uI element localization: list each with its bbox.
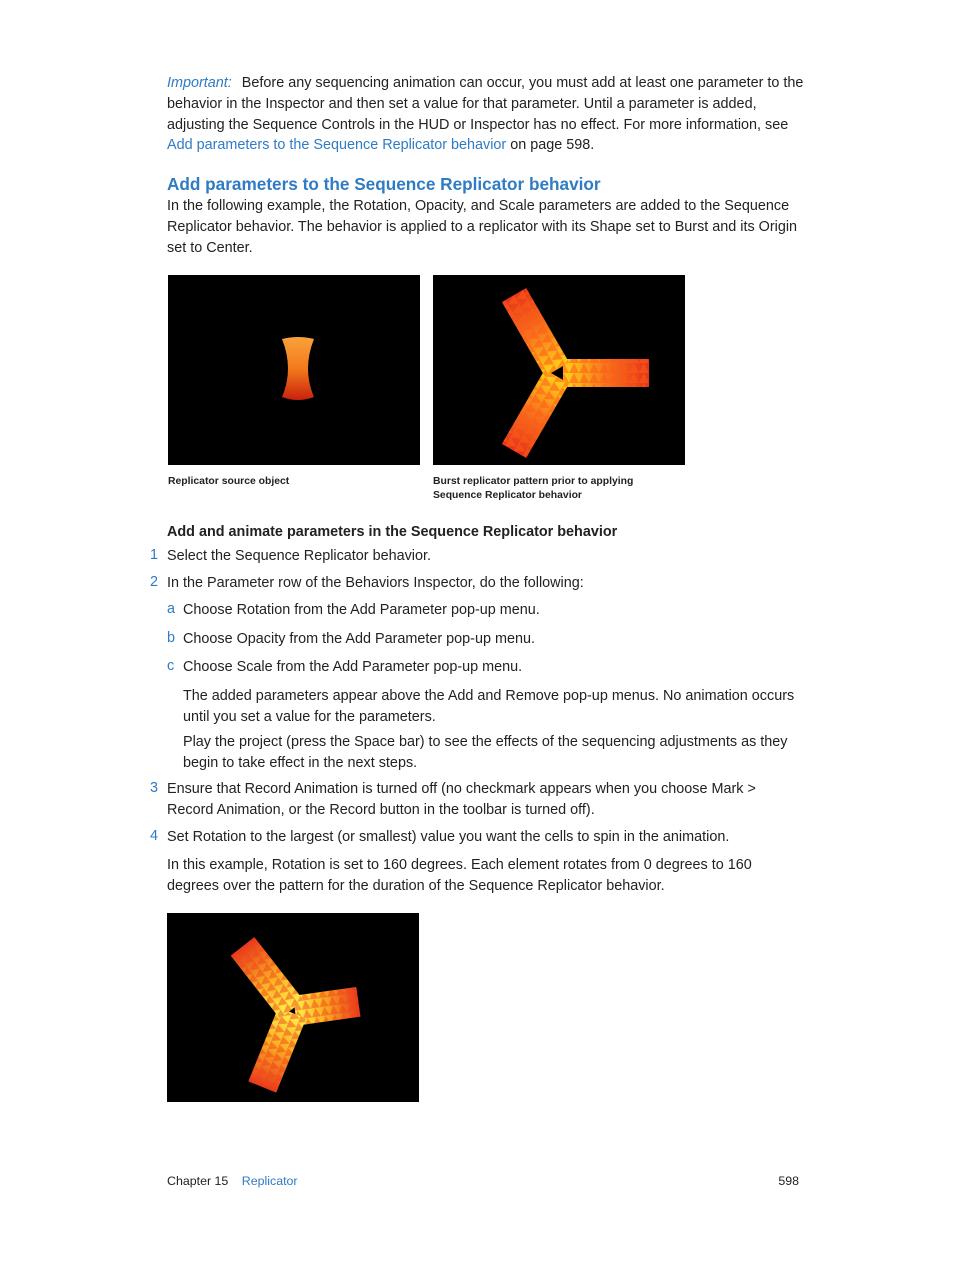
step-2-text: In the Parameter row of the Behaviors Inspector, do the following: [167,575,584,591]
step-4-note: In this example, Rotation is set to 160 degrees. Each element rotates from 0 degrees to 160 degrees over the pattern for the duration of the Sequence Replicator behavior. [167,857,752,894]
task-heading: Add and animate parameters in the Sequence Replicator behavior [167,524,618,540]
substep-letter-c: c [167,658,175,674]
important-text: Before any sequencing animation can occur, you must add at least one parameter to the behavior in the Inspector and then set a value for that parameter. Until a parameter is added, adjusting the Sequence Controls in the HUD or Inspector has no effect. For more information, see [167,75,804,133]
step-number-1: 1 [150,547,159,563]
step-3-text: Ensure that Record Animation is turned off (no checkmark appears when you choose Mark > Record Animation, or the Record button in the toolbar is turned off). [167,781,756,818]
important-note [167,73,807,156]
substep-note-2: Play the project (press the Space bar) to see the effects of the sequencing adjustments as they begin to take effect in the next steps. [183,734,788,771]
step-1-text: Select the Sequence Replicator behavior. [167,548,431,564]
replicator-source-image [168,275,420,465]
important-label: Important: [167,75,232,91]
section-heading: Add parameters to the Sequence Replicator behavior [167,174,601,194]
footer-chapter-title-link[interactable]: Replicator [241,1174,298,1188]
step-number-2: 2 [150,574,159,590]
substep-a-text: Choose Rotation from the Add Parameter pop-up menu. [183,602,540,618]
cross-reference-link[interactable]: Add parameters to the Sequence Replicator behavior [167,137,507,154]
step-4-text: Set Rotation to the largest (or smallest) value you want the cells to spin in the animation. [167,829,730,845]
substep-note-1: The added parameters appear above the Add and Remove pop-up menus. No animation occurs until you set a value for the parameters. [183,688,795,725]
figure-caption-right-line2: Sequence Replicator behavior [433,490,582,501]
section-paragraph: In the following example, the Rotation, Opacity, and Scale parameters are added to the Sequence Replicator behavior. The behavior is applied to a replicator with its Shape set to Burst and its Origin set to Center. [167,198,798,256]
page-footer [167,1174,799,1192]
figure-caption-right-line1: Burst replicator pattern prior to applying [433,476,634,487]
substep-letter-b: b [167,630,176,646]
substep-b-text: Choose Opacity from the Add Parameter pop-up menu. [183,631,535,647]
burst-pattern-image [433,275,685,465]
figure-caption-right [433,475,693,503]
rotation-160-image [167,913,419,1102]
substep-c-text: Choose Scale from the Add Parameter pop-up menu. [183,659,523,675]
page-number: 598 [778,1174,799,1188]
substep-letter-a: a [167,601,176,617]
figure-caption-left: Replicator source object [168,476,290,487]
footer-chapter: Chapter 15 [167,1174,229,1188]
cross-reference-suffix: on page 598. [510,137,595,154]
step-number-4: 4 [150,828,159,844]
step-number-3: 3 [150,780,159,796]
